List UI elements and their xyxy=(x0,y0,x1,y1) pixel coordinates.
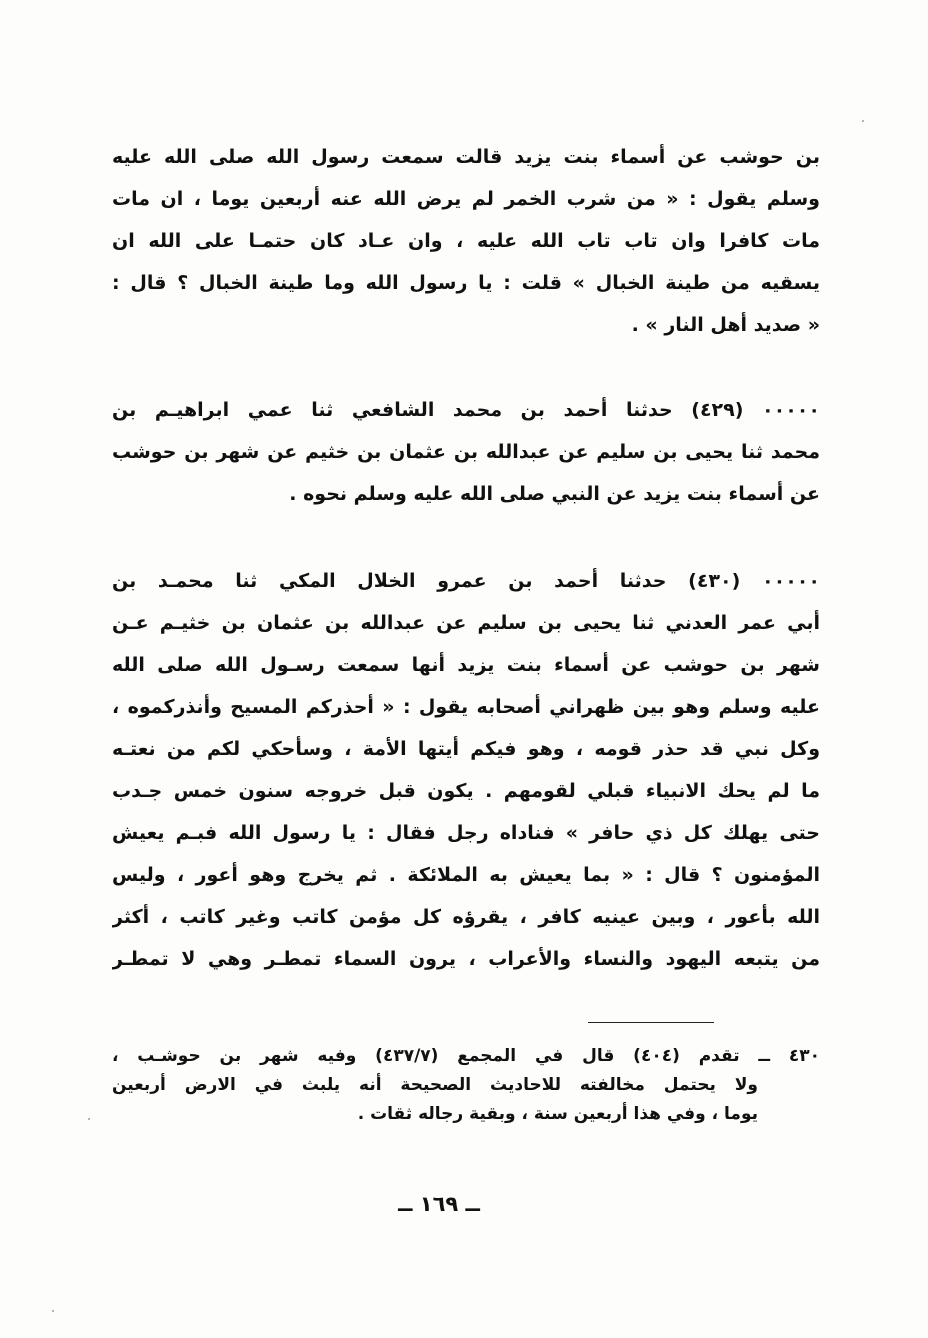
text-line: ٠٠٠٠٠ (٤٢٩) حدثنا أحمد بن محمد الشافعي ثنا عمي ابراهيـم بن xyxy=(112,399,820,421)
page-number: ــ ١٦٩ ــ xyxy=(398,1192,480,1216)
text-line: وسلم يقول : « من شرب الخمر لم يرض الله عنه أربعين يوما ، ان مات xyxy=(112,188,820,210)
footnote-separator xyxy=(588,1022,714,1023)
scan-speck xyxy=(862,120,864,122)
text-line: من يتبعه اليهود والنساء والأعراب ، يرون السماء تمطـر وهي لا تمطـر xyxy=(112,948,820,970)
text-line: بن حوشب عن أسماء بنت يزيد قالت سمعت رسول الله صلى الله عليه xyxy=(112,146,820,168)
scan-speck xyxy=(52,1310,54,1312)
text-line: حتى يهلك كل ذي حافر » فناداه رجل فقال : يا رسول الله فبـم يعيش xyxy=(112,822,820,844)
text-line: أبي عمر العدني ثنا يحيى بن سليم عن عبدالله بن عثمان بن خثيـم عـن xyxy=(112,612,820,634)
paragraph-hadith-429 xyxy=(112,389,820,515)
text-line: وكل نبي قد حذر قومه ، وهو فيكم أيتها الأمة ، وسأحكي لكم من نعتـه xyxy=(112,738,820,760)
text-line: ما لم يحك الانبياء قبلي لقومهم . يكون قبل خروجه سنون خمس جـدب xyxy=(112,780,820,802)
text-line: يسقيه من طينة الخبال » قلت : يا رسول الله وما طينة الخبال ؟ قال : xyxy=(112,272,820,294)
text-line: عليه وسلم وهو بين ظهراني أصحابه يقول : « أحذركم المسيح وأنذركموه ، xyxy=(112,696,820,718)
footnote xyxy=(112,1042,820,1129)
text-line: « صديد أهل النار » . xyxy=(631,314,820,336)
text-line: الله بأعور ، وبين عينيه كافر ، يقرؤه كل مؤمن كاتب وغير كاتب ، أكثر xyxy=(112,906,820,928)
footnote-line: ولا يحتمل مخالفته للاحاديث الصحيحة أنه يلبث في الارض أربعين xyxy=(112,1075,758,1095)
text-line: مات كافرا وان تاب تاب الله عليه ، وان عـاد كان حتمـا على الله ان xyxy=(112,230,820,252)
footnote-line: يوما ، وفي هذا أربعين سنة ، وبقية رجاله ثقات . xyxy=(357,1104,758,1124)
footnote-line: ٤٣٠ ــ تقدم (٤٠٤) قال في المجمع (٤٣٧/٧) وفيه شهر بن حوشـب ، xyxy=(112,1046,820,1066)
paragraph-hadith-428-continuation xyxy=(112,136,820,346)
text-line: شهر بن حوشب عن أسماء بنت يزيد أنها سمعت رسـول الله صلى الله xyxy=(112,654,820,676)
text-line: ٠٠٠٠٠ (٤٣٠) حدثنا أحمد بن عمرو الخلال المكي ثنا محمـد بن xyxy=(112,570,820,592)
scan-speck xyxy=(88,1118,90,1120)
text-line: محمد ثنا يحيى بن سليم عن عبدالله بن عثمان بن خثيم عن شهر بن حوشب xyxy=(112,441,820,463)
paragraph-hadith-430 xyxy=(112,560,820,980)
text-line: عن أسماء بنت يزيد عن النبي صلى الله عليه وسلم نحوه . xyxy=(289,483,820,505)
text-line: المؤمنون ؟ قال : « بما يعيش به الملائكة . ثم يخرج وهو أعور ، وليس xyxy=(112,864,820,886)
